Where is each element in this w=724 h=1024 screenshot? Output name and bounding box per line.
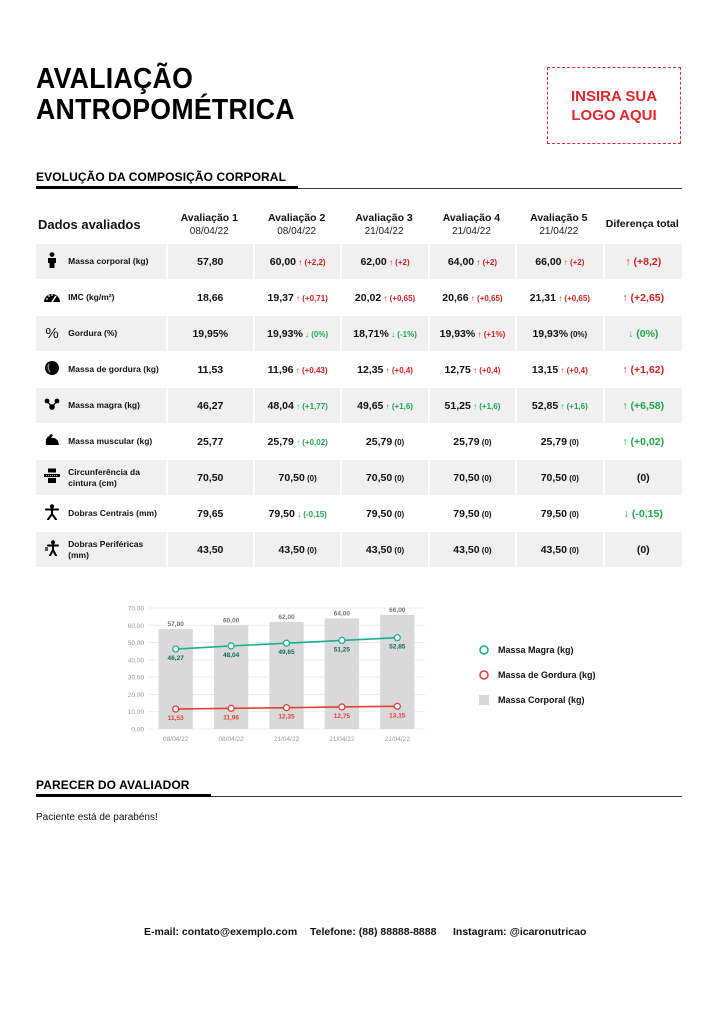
legend-item [476, 669, 596, 681]
bar-data-label: 60,00 [222, 617, 240, 625]
cell-value: 43,50 [197, 543, 224, 556]
cell-value: 20,02 [354, 291, 382, 304]
evaluator-opinion-text: Paciente está de parabéns! [36, 812, 158, 823]
chart-legend [476, 644, 596, 719]
cell-change: (0) [392, 437, 405, 447]
total-difference: (0) [603, 532, 682, 567]
muscle-arm-icon [36, 424, 68, 459]
waist-tape-icon [36, 460, 68, 495]
line-data-label: 49,65 [278, 649, 295, 657]
table-cell [253, 532, 340, 567]
table-cell [166, 388, 253, 423]
cell-value: 79,50 [365, 507, 393, 520]
table-cell [253, 316, 340, 351]
column-header-label: Dados avaliados [38, 216, 141, 232]
cell-change: ↑ (+0,65) [381, 293, 416, 303]
logo-text-line-1: INSIRA SUA [570, 87, 658, 105]
line-data-label: 46,27 [167, 655, 184, 663]
cell-value: 60,00 [269, 255, 297, 268]
table-cell [166, 352, 253, 387]
table-row [36, 244, 682, 279]
legend-label: Massa Corporal (kg) [498, 695, 585, 705]
table-row [36, 316, 682, 351]
cell-value: 19,93% [439, 327, 476, 340]
gauge-icon [36, 280, 68, 315]
cell-change: ↑ (+0,4) [558, 365, 588, 375]
cell-change: ↑ (+1,6) [558, 401, 588, 411]
cell-change: ↑ (+1,6) [470, 401, 501, 411]
cell-change: ↑ (+2) [386, 257, 410, 267]
cell-value: 11,96 [267, 363, 294, 376]
total-difference: ↓ (-0,15) [603, 496, 682, 531]
cell-value: 43,50 [453, 543, 480, 556]
table-cell [166, 280, 253, 315]
y-tick-label: 40,00 [127, 657, 144, 665]
row-label: Gordura (%) [68, 316, 165, 351]
cell-change: (0) [479, 545, 492, 555]
bar-data-label: 64,00 [333, 610, 351, 618]
bar-data-label: 62,00 [278, 613, 295, 621]
table-cell [340, 316, 427, 351]
legend-item [476, 644, 596, 656]
table-cell [253, 244, 340, 279]
table-cell [340, 532, 427, 567]
table-cell [253, 280, 340, 315]
table-cell [166, 316, 253, 351]
total-difference: ↑ (+1,62) [603, 352, 682, 387]
table-cell [253, 496, 340, 531]
row-label: Dobras Centrais (mm) [68, 508, 157, 518]
table-cell [340, 352, 427, 387]
cell-value: 12,75 [444, 363, 471, 376]
table-cell [340, 496, 427, 531]
cell-change: ↑ (+0,02) [293, 437, 328, 447]
line-data-label: 12,35 [278, 713, 295, 721]
table-cell [340, 388, 427, 423]
cell-change: (0) [304, 545, 317, 555]
page-title [36, 64, 317, 126]
line-data-label: 11,53 [167, 715, 184, 723]
composition-chart [110, 598, 450, 748]
y-tick-label: 20,00 [127, 691, 144, 699]
column-header-evaluation: Avaliação 1 08/04/22 [180, 211, 238, 237]
cell-value: 52,85 [531, 399, 559, 412]
cell-value: 79,50 [453, 507, 480, 520]
row-label: Dobras Periféricas (mm) [68, 532, 165, 567]
table-cell [253, 388, 340, 423]
total-difference: ↑ (+0,02) [603, 424, 682, 459]
table-cell [515, 388, 602, 423]
cell-value: 12,35 [357, 363, 384, 376]
data-point [284, 640, 290, 646]
cell-change: ↓ (-0,15) [294, 509, 327, 519]
x-tick-label: 21/04/22 [273, 736, 300, 743]
cell-value: 25,79 [453, 435, 480, 448]
data-point [339, 637, 345, 643]
cell-value: 20,66 [442, 291, 469, 304]
legend-marker [476, 644, 492, 656]
x-tick-label: 21/04/22 [329, 736, 355, 743]
column-header-evaluation: Avaliação 4 21/04/22 [442, 211, 501, 237]
molecule-icon [36, 388, 68, 423]
cell-value: 19,37 [267, 291, 294, 304]
table-cell [428, 316, 515, 351]
row-label: Circunferência da cintura (cm) [68, 460, 165, 495]
table-header-row [36, 205, 682, 243]
cell-value: 13,15 [531, 363, 559, 376]
cell-change: ↑ (+2) [561, 257, 585, 267]
table-cell [166, 460, 253, 495]
column-header-evaluation: Avaliação 5 21/04/22 [530, 211, 588, 237]
row-label: IMC (kg/m²) [68, 292, 115, 302]
data-point [339, 704, 345, 710]
cell-change: (0%) [568, 329, 588, 339]
table-cell [428, 460, 515, 495]
table-cell [340, 460, 427, 495]
column-header-evaluation: Avaliação 2 08/04/22 [267, 211, 326, 237]
cell-value: 46,27 [197, 399, 224, 412]
table-cell [515, 280, 602, 315]
cell-change: (0) [304, 473, 317, 483]
row-label: Massa muscular (kg) [68, 436, 153, 446]
cell-change: (0) [566, 509, 579, 519]
cell-value: 79,65 [197, 507, 224, 520]
table-cell [515, 496, 602, 531]
person-icon [36, 244, 68, 279]
cell-value: 25,77 [197, 435, 224, 448]
column-header-total: Diferença total [605, 218, 679, 230]
cell-value: 19,93% [532, 327, 569, 340]
table-cell [515, 460, 602, 495]
table-row [36, 388, 682, 423]
y-tick-label: 50,00 [127, 640, 144, 648]
footer-instagram[interactable]: Instagram: @icaronutricao [453, 926, 587, 938]
cell-change: ↓ (-1%) [388, 329, 417, 339]
cell-value: 49,65 [357, 399, 384, 412]
footer-phone[interactable]: Telefone: (88) 88888-8888 [310, 926, 437, 938]
cell-change: ↑ (+0,4) [470, 365, 501, 375]
x-tick-label: 08/04/22 [163, 736, 189, 743]
cell-change: ↑ (+2,2) [296, 257, 326, 267]
row-label: Massa magra (kg) [68, 388, 165, 423]
table-cell [428, 496, 515, 531]
cell-change: ↑ (+1,77) [293, 401, 328, 411]
cell-change: (0) [392, 473, 405, 483]
section-divider-accent [36, 794, 211, 797]
cell-change: (0) [479, 509, 492, 519]
data-point [228, 643, 234, 649]
line-data-label: 11,96 [223, 714, 240, 722]
line-data-label: 13,15 [389, 712, 406, 720]
cell-value: 70,50 [278, 471, 305, 484]
column-header-evaluation: Avaliação 3 21/04/22 [355, 211, 413, 237]
table-row [36, 424, 682, 459]
cell-change: ↑ (+0,43) [293, 365, 328, 375]
cell-value: 64,00 [447, 255, 475, 268]
table-row [36, 496, 682, 531]
table-cell [340, 280, 427, 315]
data-point [394, 703, 400, 709]
cell-value: 48,04 [267, 399, 294, 412]
table-cell [340, 244, 427, 279]
bar-data-label: 57,80 [167, 621, 184, 629]
cell-value: 11,53 [197, 363, 224, 376]
total-difference: (0) [603, 460, 682, 495]
data-point [228, 705, 234, 711]
table-cell [253, 424, 340, 459]
section-title-opinion: PARECER DO AVALIADOR [36, 778, 190, 792]
line-data-label: 48,04 [222, 651, 240, 659]
table-cell [428, 424, 515, 459]
cell-value: 79,50 [268, 507, 295, 520]
fat-drop-icon [36, 352, 68, 387]
cell-value: 70,50 [365, 471, 393, 484]
cell-change: (0) [479, 437, 492, 447]
row-label: Massa de gordura (kg) [68, 364, 159, 374]
bar-data-label: 66,00 [389, 606, 406, 614]
cell-value: 57,80 [197, 255, 224, 268]
table-cell [428, 532, 515, 567]
percent-icon: % [36, 316, 68, 351]
y-tick-label: 0,00 [131, 726, 144, 734]
y-tick-label: 60,00 [127, 622, 144, 630]
table-cell [515, 244, 602, 279]
cell-change: ↑ (+1%) [475, 329, 506, 339]
legend-swatch [476, 695, 492, 705]
cell-value: 70,50 [197, 471, 224, 484]
total-difference: ↑ (+6,58) [603, 388, 682, 423]
cell-change: ↑ (+1,6) [383, 401, 413, 411]
cell-value: 43,50 [278, 543, 305, 556]
table-cell [428, 352, 515, 387]
section-title-evolution: EVOLUÇÃO DA COMPOSIÇÃO CORPORAL [36, 170, 286, 184]
cell-change: ↑ (+0,71) [293, 293, 328, 303]
legend-marker [476, 669, 492, 681]
table-cell [428, 280, 515, 315]
legend-item [476, 694, 596, 706]
total-difference: ↓ (0%) [603, 316, 682, 351]
cell-value: 51,25 [444, 399, 471, 412]
cell-change: ↑ (+0,4) [383, 365, 413, 375]
data-point [284, 705, 290, 711]
body-center-icon [36, 496, 68, 531]
total-difference: ↑ (+8,2) [603, 244, 682, 279]
row-label: Massa corporal (kg) [68, 244, 165, 279]
cell-value: 70,50 [540, 471, 567, 484]
table-row [36, 532, 682, 567]
cell-change: (0) [566, 545, 579, 555]
table-cell [340, 424, 427, 459]
logo-text-line-2: LOGO AQUI [571, 106, 657, 124]
logo-placeholder[interactable] [547, 67, 681, 144]
table-cell [428, 244, 515, 279]
table-cell [253, 460, 340, 495]
table-cell [166, 424, 253, 459]
cell-change: ↑ (+0,65) [555, 293, 590, 303]
cell-change: ↑ (+2) [474, 257, 498, 267]
y-tick-label: 10,00 [127, 709, 144, 717]
total-difference: ↑ (+2,65) [603, 280, 682, 315]
table-row [36, 352, 682, 387]
cell-value: 43,50 [540, 543, 567, 556]
table-cell [253, 352, 340, 387]
cell-value: 18,66 [197, 291, 224, 304]
cell-value: 19,93% [267, 327, 303, 340]
line-data-label: 51,25 [333, 646, 351, 654]
cell-value: 79,50 [540, 507, 567, 520]
cell-change: (0) [392, 509, 405, 519]
cell-value: 25,79 [267, 435, 294, 448]
section-divider-accent [36, 186, 298, 189]
table-cell [515, 352, 602, 387]
x-tick-label: 21/04/22 [384, 736, 410, 743]
table-row [36, 280, 682, 315]
cell-value: 25,79 [365, 435, 393, 448]
table-cell [166, 244, 253, 279]
title-line-2: ANTROPOMÉTRICA [36, 94, 295, 126]
table-cell [166, 496, 253, 531]
table-cell [515, 424, 602, 459]
cell-value: 21,31 [529, 291, 556, 304]
cell-change: (0) [566, 437, 579, 447]
cell-value: 19,95% [192, 327, 229, 340]
cell-change: ↑ (+0,65) [468, 293, 503, 303]
data-point [173, 646, 179, 652]
legend-label: Massa de Gordura (kg) [498, 670, 596, 680]
cell-value: 70,50 [453, 471, 480, 484]
x-tick-label: 08/04/22 [218, 736, 244, 743]
cell-change: (0) [479, 473, 492, 483]
table-row [36, 460, 682, 495]
cell-value: 25,79 [540, 435, 567, 448]
y-tick-label: 70,00 [127, 605, 144, 613]
footer-email[interactable]: E-mail: contato@exemplo.com [144, 926, 298, 938]
cell-value: 66,00 [535, 255, 562, 268]
y-tick-label: 30,00 [127, 674, 144, 682]
table-cell [515, 532, 602, 567]
bar-massa-corporal [159, 629, 193, 729]
data-point [394, 635, 400, 641]
cell-change: ↓ (0%) [302, 329, 329, 339]
legend-label: Massa Magra (kg) [498, 645, 574, 655]
table-cell [428, 388, 515, 423]
cell-value: 43,50 [365, 543, 393, 556]
table-cell [166, 532, 253, 567]
data-point [173, 706, 179, 712]
line-data-label: 12,75 [333, 712, 351, 720]
body-skinfold-icon [36, 532, 68, 567]
cell-value: 18,71% [353, 327, 389, 340]
cell-change: (0) [566, 473, 579, 483]
cell-change: (0) [392, 545, 405, 555]
body-composition-table [36, 204, 682, 568]
table-cell [515, 316, 602, 351]
cell-value: 62,00 [360, 255, 387, 268]
title-line-1: AVALIAÇÃO [36, 63, 194, 95]
line-data-label: 52,85 [389, 643, 406, 651]
